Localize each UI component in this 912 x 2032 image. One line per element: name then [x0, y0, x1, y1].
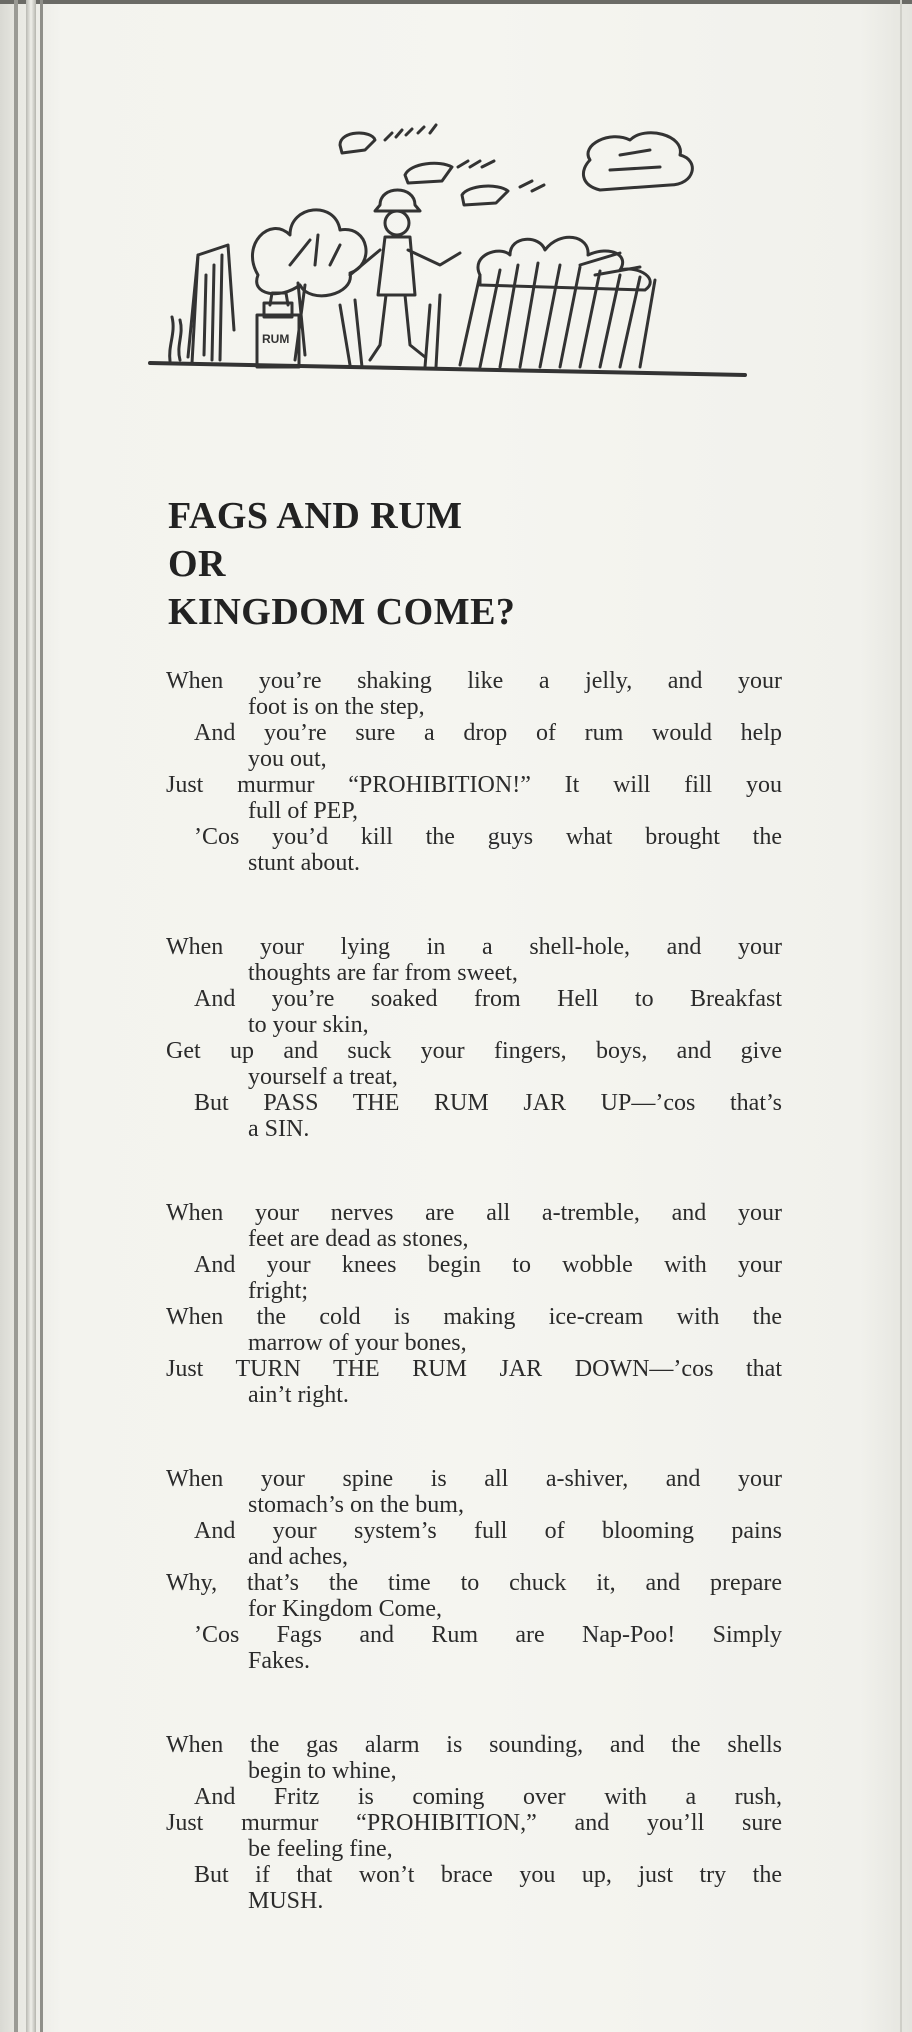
page-right-edge — [900, 0, 902, 2032]
verse-3 — [162, 1200, 782, 1408]
verse-line: Get up and suck your fingers, boys, and give — [166, 1038, 782, 1064]
poem-body — [162, 668, 782, 1972]
verse-line: to your skin, — [248, 1012, 369, 1038]
verse-line: a SIN. — [248, 1116, 310, 1142]
verse-line: When your lying in a shell-hole, and your — [166, 934, 782, 960]
verse-line: and aches, — [248, 1544, 348, 1570]
verse-line: full of PEP, — [248, 798, 359, 824]
verse-line: marrow of your bones, — [248, 1330, 467, 1356]
verse-line: you out, — [248, 746, 327, 772]
verse-1 — [162, 668, 782, 876]
page-top-edge — [0, 0, 912, 4]
verse-line: And Fritz is coming over with a rush, — [194, 1784, 782, 1810]
verse-line: And you’re soaked from Hell to Breakfast — [194, 986, 782, 1012]
verse-line: But if that won’t brace you up, just try the — [194, 1862, 782, 1888]
verse-line: And your system’s full of blooming pains — [194, 1518, 782, 1544]
verse-line: begin to whine, — [248, 1758, 397, 1784]
verse-line: yourself a treat, — [248, 1064, 398, 1090]
verse-line: Just TURN THE RUM JAR DOWN—’cos that — [166, 1356, 782, 1382]
title-line-2: OR — [168, 543, 226, 585]
verse-5 — [162, 1732, 782, 1914]
title-line-3: KINGDOM COME? — [168, 591, 516, 633]
verse-line: stomach’s on the bum, — [248, 1492, 464, 1518]
verse-line: When your nerves are all a-tremble, and your — [166, 1200, 782, 1226]
verse-line: When the gas alarm is sounding, and the shells — [166, 1732, 782, 1758]
verse-line: When the cold is making ice-cream with the — [166, 1304, 782, 1330]
verse-2 — [162, 934, 782, 1142]
verse-line: feet are dead as stones, — [248, 1226, 469, 1252]
verse-line: MUSH. — [248, 1888, 324, 1914]
verse-line: ain’t right. — [248, 1382, 349, 1408]
verse-line: be feeling fine, — [248, 1836, 393, 1862]
verse-line: When your spine is all a-shiver, and your — [166, 1466, 782, 1492]
verse-line: Just murmur “PROHIBITION!” It will fill you — [166, 772, 782, 798]
rum-jar-label: RUM — [262, 332, 290, 346]
title-line-1: FAGS AND RUM — [168, 495, 463, 537]
verse-4 — [162, 1466, 782, 1674]
verse-line: When you’re shaking like a jelly, and your — [166, 668, 782, 694]
verse-line: stunt about. — [248, 850, 360, 876]
verse-line: But PASS THE RUM JAR UP—’cos that’s — [194, 1090, 782, 1116]
verse-line: ’Cos you’d kill the guys what brought the — [194, 824, 782, 850]
poem-title — [168, 492, 515, 636]
verse-line: thoughts are far from sweet, — [248, 960, 518, 986]
book-binding — [0, 0, 54, 2032]
verse-line: And your knees begin to wobble with your — [194, 1252, 782, 1278]
verse-line: fright; — [248, 1278, 308, 1304]
verse-line: Just murmur “PROHIBITION,” and you’ll sure — [166, 1810, 782, 1836]
verse-line: And you’re sure a drop of rum would help — [194, 720, 782, 746]
verse-line: for Kingdom Come, — [248, 1596, 442, 1622]
verse-line: foot is on the step, — [248, 694, 425, 720]
verse-line: ’Cos Fags and Rum are Nap-Poo! Simply — [194, 1622, 782, 1648]
soldier-trench-cartoon-icon — [140, 105, 760, 385]
verse-line: Why, that’s the time to chuck it, and prepare — [166, 1570, 782, 1596]
verse-line: Fakes. — [248, 1648, 310, 1674]
